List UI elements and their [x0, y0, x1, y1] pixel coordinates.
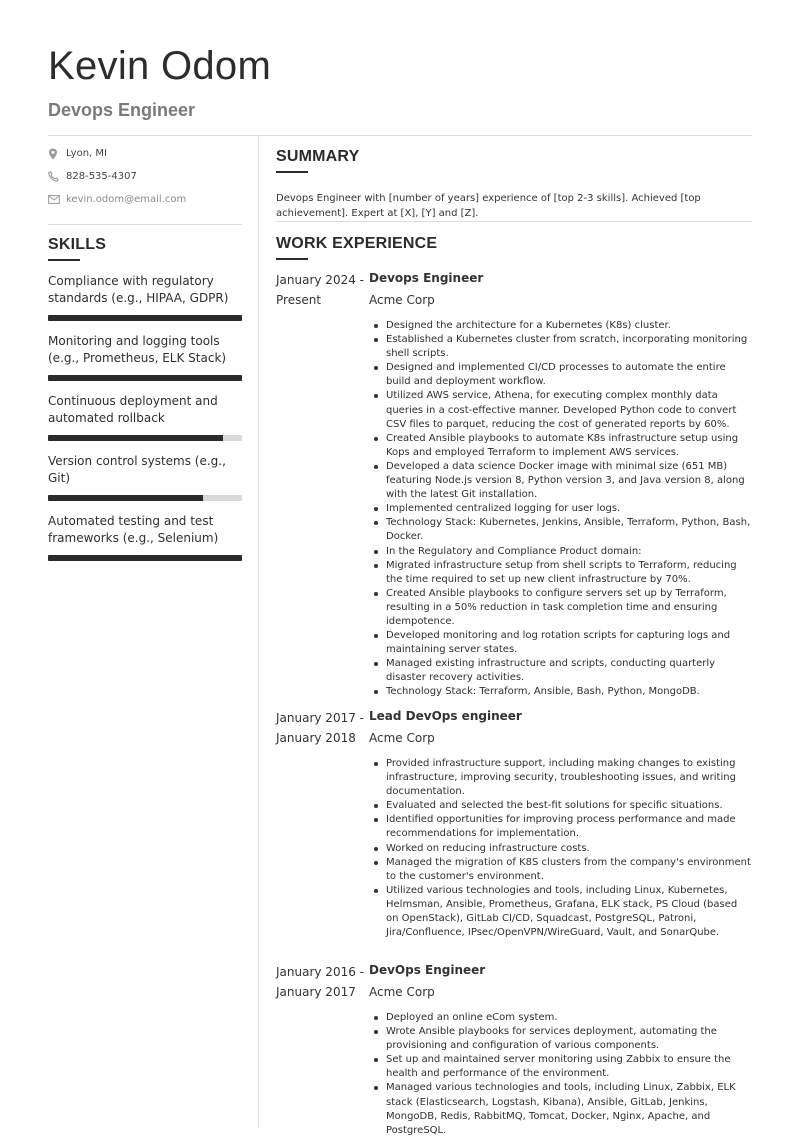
experience-heading-underline	[276, 258, 308, 260]
job-bullet: Established a Kubernetes cluster from scratch, incorporating monitoring shell scripts.	[386, 333, 752, 361]
skill-level-bar	[48, 315, 242, 321]
job-bullet: Utilized AWS service, Athena, for executing complex monthly data queries in a cost-effective manner. Developed Python code to convert CSV files to parquet, reducing the cost of generated reports by 60%.	[386, 389, 752, 431]
job-title: Devops Engineer	[369, 271, 484, 285]
skill-level-fill	[48, 555, 242, 561]
job-bullet: Developed a data science Docker image with minimal size (651 MB) featuring Node.js version 8, Python version 3, and Java version 8, along with the latest Git installation.	[386, 460, 752, 502]
job-bullet: Set up and maintained server monitoring using Zabbix to ensure the health and performance of the environment.	[386, 1053, 752, 1081]
summary-divider	[276, 221, 752, 222]
job-bullet: Worked on reducing infrastructure costs.	[386, 842, 752, 856]
skill-level-fill	[48, 435, 223, 441]
job-bullet: In the Regulatory and Compliance Product domain:	[386, 545, 752, 559]
envelope-icon	[48, 195, 66, 204]
skill-name: Automated testing and test frameworks (e.g., Selenium)	[48, 514, 219, 545]
skill-level-fill	[48, 315, 242, 321]
job-bullet: Implemented centralized logging for user logs.	[386, 502, 752, 516]
job-bullet: Managed various technologies and tools, including Linux, Zabbix, ELK stack (Elasticsearch, Logstash, Kibana), Ansible, GitLab, Jenkins, MongoDB, Redis, RabbitMQ, Tomcat, Docker, Nginx, Apache, and PostgreSQL.	[386, 1081, 752, 1137]
job-dates: January 2016 - January 2017	[276, 965, 364, 999]
skills-heading-underline	[48, 259, 80, 261]
experience-heading: WORK EXPERIENCE	[276, 235, 438, 252]
job-title: Lead DevOps engineer	[369, 709, 522, 723]
job-bullet: Provided infrastructure support, including making changes to existing infrastructure, improving security, troubleshooting issues, and writing documentation.	[386, 757, 752, 799]
summary-section	[276, 148, 752, 221]
skill-item	[48, 273, 244, 321]
skill-level-fill	[48, 375, 242, 381]
location-pin-icon	[48, 148, 66, 160]
job-bullet: Deployed an online eCom system.	[386, 1011, 752, 1025]
job-details	[369, 962, 752, 1138]
summary-heading: SUMMARY	[276, 148, 360, 165]
skill-level-bar	[48, 435, 242, 441]
job-bullet: Managed the migration of K8S clusters from the company's environment to the customer's environment.	[386, 856, 752, 884]
skill-name: Continuous deployment and automated rollback	[48, 394, 218, 425]
candidate-name: Kevin Odom	[48, 44, 272, 88]
job-company: Acme Corp	[369, 731, 435, 745]
skill-name: Version control systems (e.g., Git)	[48, 454, 226, 485]
contact-divider	[48, 224, 242, 225]
job-bullet: Utilized various technologies and tools, including Linux, Kubernetes, Helmsman, Ansible, Prometheus, Grafana, ELK stack, PS Cloud (based on OpenStack), GitLab CI/CD, Squadcast, PostgreSQL, Patroni, Jira/Confluence, IPsec/OpenVPN/WireGuard, Vault, and SonarQube.	[386, 884, 752, 940]
contact-location	[48, 142, 244, 165]
skill-item	[48, 333, 244, 381]
job-bullet: Technology Stack: Terraform, Ansible, Bash, Python, MongoDB.	[386, 685, 752, 699]
contact-email[interactable]	[48, 188, 244, 211]
skill-name: Monitoring and logging tools (e.g., Prometheus, ELK Stack)	[48, 334, 227, 365]
phone-text: 828-535-4307	[66, 171, 137, 182]
skills-heading: SKILLS	[48, 236, 107, 253]
skill-level-fill	[48, 495, 203, 501]
phone-icon	[48, 171, 66, 182]
summary-text: Devops Engineer with [number of years] experience of [top 2-3 skills]. Achieved [top achievement]. Expert at [X], [Y] and [Z].	[276, 193, 701, 219]
job-bullet: Technology Stack: Kubernetes, Jenkins, Ansible, Terraform, Python, Bash, Docker.	[386, 516, 752, 544]
skill-item	[48, 513, 244, 561]
job-bullet: Developed monitoring and log rotation scripts for capturing logs and maintaining server states.	[386, 629, 752, 657]
candidate-title: Devops Engineer	[48, 100, 196, 120]
job-bullet: Migrated infrastructure setup from shell scripts to Terraform, reducing the time required to set up new client infrastructure by 70%.	[386, 559, 752, 587]
skill-level-bar	[48, 375, 242, 381]
job-bullet: Identified opportunities for improving process performance and made recommendations for implementation.	[386, 813, 752, 841]
job-bullet: Evaluated and selected the best-fit solutions for specific situations.	[386, 799, 752, 813]
job-details	[369, 708, 752, 940]
column-divider	[258, 136, 259, 1128]
job-bullet: Created Ansible playbooks to configure servers set up by Terraform, resulting in a 50% reduction in task completion time and ensuring idempotence.	[386, 587, 752, 629]
job-bullet: Managed existing infrastructure and scripts, conducting quarterly disaster recovery activities.	[386, 657, 752, 685]
experience-section-header	[276, 235, 752, 260]
job-dates: January 2024 - Present	[276, 273, 364, 307]
skills-section	[48, 236, 244, 561]
job-bullet: Wrote Ansible playbooks for services deployment, automating the provisioning and configuration of various components.	[386, 1025, 752, 1053]
job-company: Acme Corp	[369, 293, 435, 307]
job-bullet: Designed and implemented CI/CD processes to automate the entire build and deployment workflow.	[386, 361, 752, 389]
email-text[interactable]: kevin.odom@email.com	[66, 194, 187, 205]
job-bullets	[369, 757, 752, 940]
job-title: DevOps Engineer	[369, 963, 486, 977]
header-divider	[48, 135, 752, 136]
job-bullets	[369, 1011, 752, 1138]
skill-level-bar	[48, 555, 242, 561]
job-company: Acme Corp	[369, 985, 435, 999]
skill-level-bar	[48, 495, 242, 501]
job-details	[369, 270, 752, 700]
contact-phone	[48, 165, 244, 188]
job-bullet: Created Ansible playbooks to automate K8s infrastructure setup using Kops and employed Terraform to implement AWS services.	[386, 432, 752, 460]
job-bullets	[369, 319, 752, 700]
location-text: Lyon, MI	[66, 148, 107, 159]
skills-list	[48, 273, 244, 561]
skill-item	[48, 453, 244, 501]
skill-item	[48, 393, 244, 441]
contact-block	[48, 142, 244, 211]
summary-heading-underline	[276, 171, 308, 173]
job-dates: January 2017 - January 2018	[276, 711, 364, 745]
job-bullet: Designed the architecture for a Kubernetes (K8s) cluster.	[386, 319, 752, 333]
skill-name: Compliance with regulatory standards (e.g., HIPAA, GDPR)	[48, 274, 229, 305]
